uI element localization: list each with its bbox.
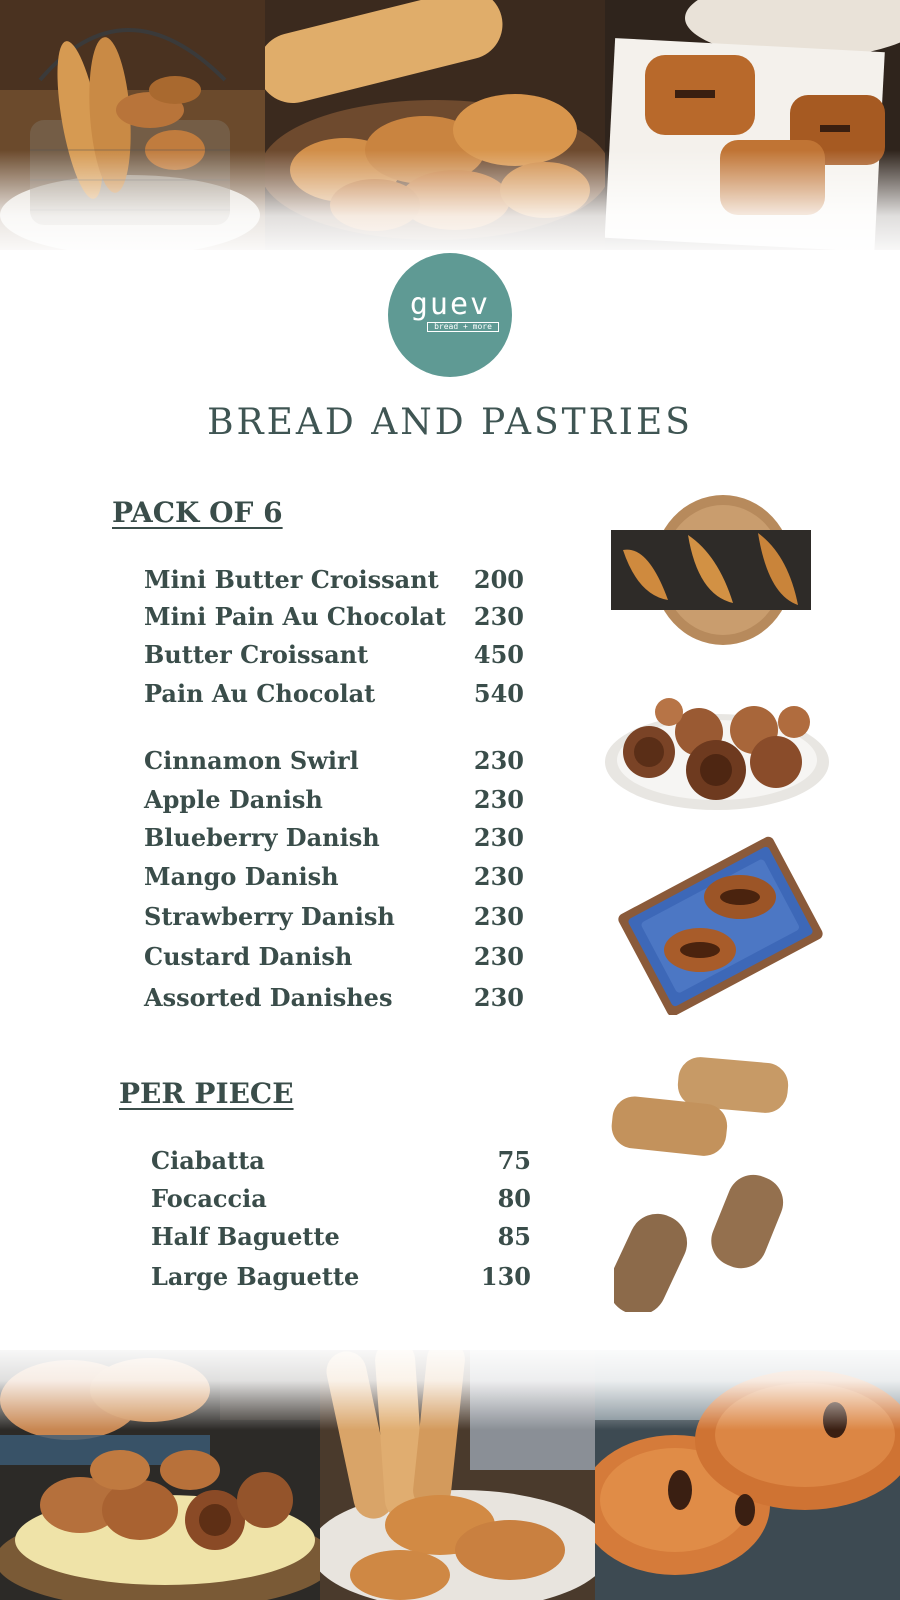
menu-item-price: 75 (497, 1146, 531, 1175)
menu-item-name: Mango Danish (144, 862, 339, 891)
menu-item-name: Mini Butter Croissant (144, 565, 439, 594)
menu-item-price: 230 (473, 862, 524, 891)
menu-item-name: Cinnamon Swirl (144, 746, 359, 775)
brand-name: guev (409, 287, 491, 322)
baguette-image (614, 1172, 794, 1312)
menu-item-price: 230 (473, 746, 524, 775)
pastry-basket-photo (0, 1350, 320, 1600)
menu-item-price: 540 (473, 679, 524, 708)
menu-item-price: 130 (480, 1262, 531, 1291)
menu-item-name: Assorted Danishes (144, 983, 393, 1012)
baguette-basket-photo (320, 1350, 595, 1600)
menu-item-name: Half Baguette (151, 1222, 340, 1251)
menu-item-price: 85 (497, 1222, 531, 1251)
menu-item-name: Large Baguette (151, 1262, 360, 1291)
danish-tray-image (612, 835, 824, 1015)
brand-tagline: bread + more (427, 322, 499, 332)
menu-item-price: 230 (473, 902, 524, 931)
menu-item-name: Apple Danish (144, 785, 323, 814)
section-title-piece: PER PIECE (119, 1077, 294, 1110)
bread-basket-photo (0, 0, 265, 250)
menu-item-price: 230 (473, 942, 524, 971)
pain-au-chocolat-photo (605, 0, 900, 250)
pastry-closeup-photo (595, 1350, 900, 1600)
croissant-plate-photo (265, 0, 605, 250)
menu-item-name: Ciabatta (151, 1146, 265, 1175)
menu-item-price: 80 (497, 1184, 531, 1213)
bottom-photo-strip (0, 1350, 900, 1600)
menu-item-price: 230 (473, 785, 524, 814)
menu-item-price: 200 (473, 565, 524, 594)
brand-logo (388, 253, 512, 377)
menu-item-price: 230 (473, 602, 524, 631)
section-title-pack: PACK OF 6 (112, 496, 283, 529)
menu-item-name: Strawberry Danish (144, 902, 395, 931)
menu-item-name: Custard Danish (144, 942, 353, 971)
menu-item-name: Pain Au Chocolat (144, 679, 376, 708)
menu-item-price: 230 (473, 823, 524, 852)
menu-item-name: Butter Croissant (144, 640, 369, 669)
menu-item-price: 450 (473, 640, 524, 669)
menu-item-name: Mini Pain Au Chocolat (144, 602, 446, 631)
ciabatta-image (608, 1055, 794, 1160)
menu-item-name: Blueberry Danish (144, 823, 380, 852)
menu-item-price: 230 (473, 983, 524, 1012)
page-title: BREAD AND PASTRIES (207, 402, 693, 443)
top-photo-strip (0, 0, 900, 250)
menu-item-name: Focaccia (151, 1184, 267, 1213)
cinnamon-swirl-image (604, 682, 830, 812)
croissant-board-image (608, 495, 818, 645)
